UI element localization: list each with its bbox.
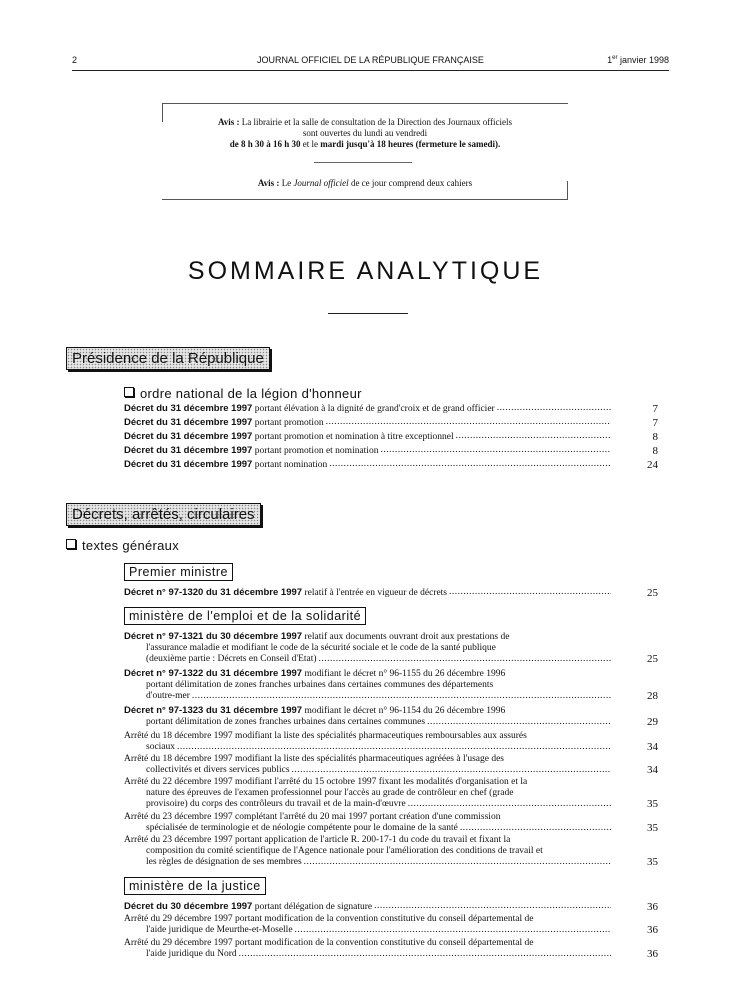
notice-line-4: Avis : Le Journal officiel de ce jour comprend deux cahiers	[257, 178, 473, 188]
title-rule	[328, 313, 408, 314]
ministry-justice: ministère de la justice	[124, 877, 266, 895]
list-item: Décret du 31 décembre 1997 portant promotion ..... 7	[124, 417, 658, 429]
running-header	[72, 55, 669, 69]
list-item: Arrêté du 18 décembre 1997 modifiant la liste des spécialités pharmaceutiques remboursables aux assurés sociaux ..... 34	[124, 731, 658, 753]
ministry-premier-ministre: Premier ministre	[124, 563, 233, 581]
list-item: Décret n° 97-1322 du 31 décembre 1997 modifiant le décret n° 96-1155 du 26 décembre 1996 portant délimitation de zones franches urbaines dans certaines communes des départements d'outre-mer ..... 28	[124, 668, 658, 702]
list-item: Décret du 31 décembre 1997 portant promotion et nomination à titre exceptionnel ..... 8	[124, 431, 658, 443]
notice-line-2: sont ouvertes du lundi au vendredi	[302, 128, 428, 138]
list-item: Arrêté du 18 décembre 1997 modifiant la liste des spécialités pharmaceutiques agréées à l'usage des collectivités et divers services publics ..... 34	[124, 754, 658, 776]
notice-line-3: de 8 h 30 à 16 h 30 et le mardi jusqu'à 18 heures (fermeture le samedi).	[229, 139, 501, 149]
page-number: 2	[72, 55, 78, 65]
ministry-emploi-solidarite: ministère de l'emploi et de la solidarité	[124, 607, 366, 625]
checkbox-square-icon	[66, 539, 76, 549]
journal-title: JOURNAL OFFICIEL DE LA RÉPUBLIQUE FRANÇAISE	[257, 55, 484, 65]
list-item: Décret n° 97-1321 du 30 décembre 1997 relatif aux documents ouvrant droit aux prestations de l'assurance maladie et modifiant le code de la sécurité sociale et le code de la santé publique (deuxième partie : Décrets en Conseil d'Etat) ..... 25	[124, 631, 658, 665]
section-heading-decrets: Décrets, arrêtés, circulaires	[66, 503, 261, 526]
page-title: SOMMAIRE ANALYTIQUE	[187, 257, 544, 285]
section-heading-presidence: Présidence de la République	[66, 347, 270, 370]
header-rule	[72, 70, 669, 71]
list-item: Décret du 31 décembre 1997 portant nomination ..... 24	[124, 459, 658, 471]
notice-line-1: Avis : La librairie et la salle de consultation de la Direction des Journaux officiels	[217, 117, 513, 127]
subheading-textes-generaux: textes généraux	[66, 538, 179, 553]
list-item: Décret du 31 décembre 1997 portant promotion et nomination ..... 8	[124, 445, 658, 457]
list-item: Décret n° 97-1320 du 31 décembre 1997 relatif à l'entrée en vigueur de décrets ..... 25	[124, 587, 658, 599]
list-item: Décret du 30 décembre 1997 portant délégation de signature ..... 36	[124, 901, 658, 913]
notice-box	[162, 103, 568, 200]
notice-divider	[314, 162, 412, 163]
list-item: Arrêté du 23 décembre 1997 complétant l'arrêté du 20 mai 1997 portant création d'une commission spécialisée de terminologie et de néologie compétente pour le domaine de la santé ..... 35	[124, 812, 658, 834]
list-item: Arrêté du 29 décembre 1997 portant modification de la convention constitutive du conseil départemental de l'aide juridique du Nord ..... 36	[124, 938, 658, 960]
issue-date: 1er janvier 1998	[607, 55, 669, 65]
list-item: Décret n° 97-1323 du 31 décembre 1997 modifiant le décret n° 96-1154 du 26 décembre 1996 portant délimitation de zones franches urbaines dans certaines communes ..... 29	[124, 705, 658, 728]
checkbox-square-icon	[124, 387, 134, 397]
subheading-legion-honneur: ordre national de la légion d'honneur	[124, 386, 362, 401]
list-item: Arrêté du 29 décembre 1997 portant modification de la convention constitutive du conseil départemental de l'aide juridique de Meurthe-et-Moselle ..... 36	[124, 914, 658, 936]
list-item: Arrêté du 22 décembre 1997 modifiant l'arrêté du 15 octobre 1997 fixant les modalités d'organisation et la nature des épreuves de l'examen professionnel pour l'accès au grade de contrôleur en chef (grade provisoire) du corps des contrôleurs du travail et de la main-d'œuvre ..... 35	[124, 777, 658, 810]
list-item: Arrêté du 23 décembre 1997 portant application de l'article R. 200-17-1 du code du travail et fixant la composition du comité scientifique de l'Agence nationale pour l'amélioration des conditions de travail et les règles de désignation de ses membres ..... 35	[124, 835, 658, 868]
list-item: Décret du 31 décembre 1997 portant élévation à la dignité de grand'croix et de grand officier ..... 7	[124, 403, 658, 415]
